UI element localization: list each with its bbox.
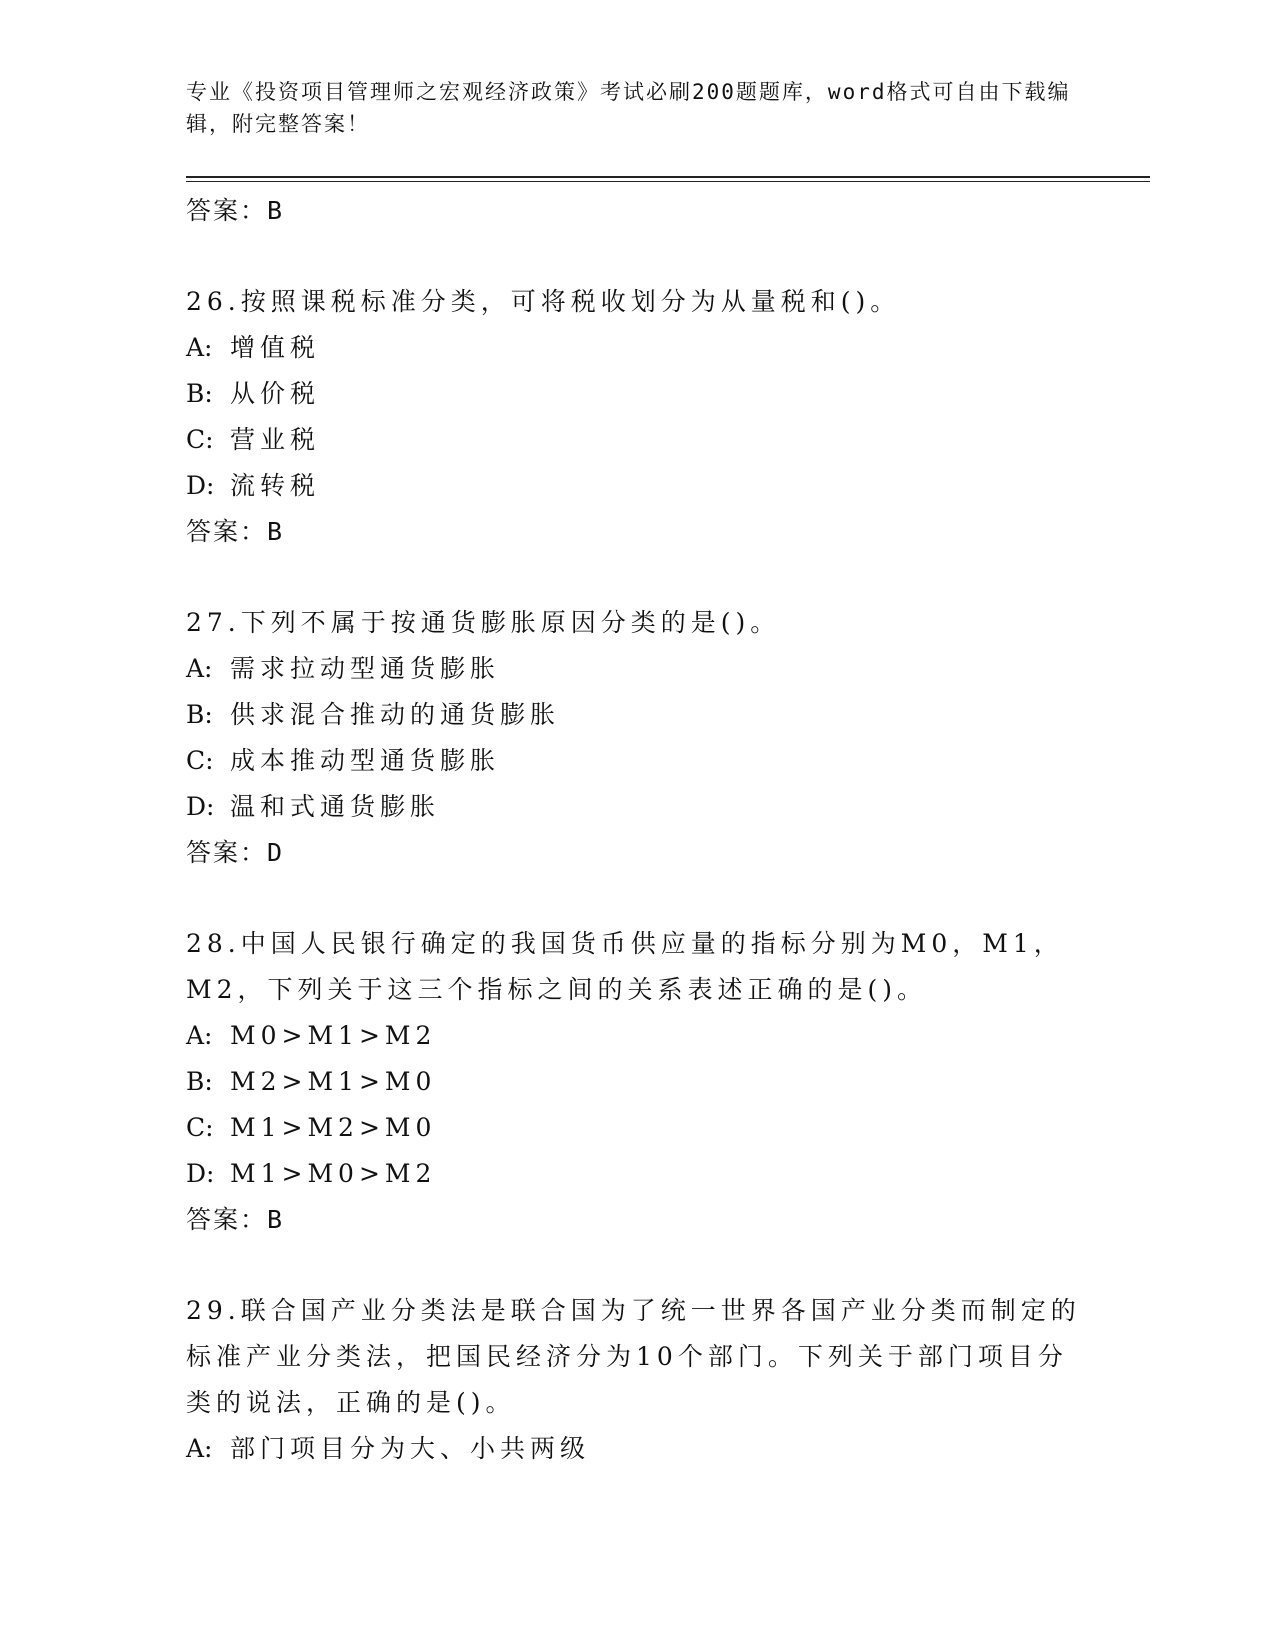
- answer-line: 答案：B: [186, 517, 285, 546]
- question-29: [186, 1288, 1086, 1472]
- option-letter: B:: [186, 700, 213, 729]
- option-text: M2>M1>M0: [230, 1067, 437, 1096]
- question-list: [186, 188, 1086, 1472]
- option-b: [186, 692, 1086, 738]
- option-a: [186, 1426, 1086, 1472]
- option-text: 增值税: [230, 333, 321, 362]
- option-letter: B:: [186, 379, 213, 408]
- option-letter: A:: [186, 1434, 213, 1463]
- option-letter: C:: [186, 425, 214, 454]
- option-text: 需求拉动型通货膨胀: [230, 654, 501, 683]
- header-text: 专业《投资项目管理师之宏观经济政策》考试必刷200题题库，word格式可自由下载编辑，附完整答案！: [186, 80, 1071, 136]
- option-b: [186, 371, 1086, 417]
- question-stem: 28.中国人民银行确定的我国货币供应量的指标分别为M0，M1，M2，下列关于这三个指标之间的关系表述正确的是()。: [186, 929, 1064, 1004]
- option-d: [186, 784, 1086, 830]
- option-letter: D:: [186, 792, 215, 821]
- question-stem: 26.按照课税标准分类，可将税收划分为从量税和()。: [186, 287, 901, 316]
- option-letter: A:: [186, 654, 213, 683]
- answer-line: 答案：D: [186, 838, 285, 867]
- option-letter: B:: [186, 1067, 213, 1096]
- option-d: [186, 1151, 1086, 1197]
- option-a: [186, 1013, 1086, 1059]
- option-d: [186, 463, 1086, 509]
- option-c: [186, 417, 1086, 463]
- option-text: 从价税: [230, 379, 321, 408]
- question-stem: 29.联合国产业分类法是联合国为了统一世界各国产业分类而制定的标准产业分类法，把国民经济分为10个部门。下列关于部门项目分类的说法，正确的是()。: [186, 1296, 1081, 1417]
- answer-line: 答案：B: [186, 196, 285, 225]
- option-letter: C:: [186, 746, 214, 775]
- option-text: 流转税: [230, 471, 321, 500]
- option-b: [186, 1059, 1086, 1105]
- option-text: M1>M2>M0: [230, 1113, 437, 1142]
- option-text: M1>M0>M2: [230, 1159, 437, 1188]
- option-text: 供求混合推动的通货膨胀: [230, 700, 561, 729]
- option-letter: A:: [186, 1021, 213, 1050]
- document-header: [186, 76, 1086, 140]
- option-c: [186, 738, 1086, 784]
- option-letter: A:: [186, 333, 213, 362]
- option-text: 成本推动型通货膨胀: [230, 746, 501, 775]
- option-letter: C:: [186, 1113, 214, 1142]
- option-text: 部门项目分为大、小共两级: [230, 1434, 591, 1463]
- question-27: [186, 600, 1086, 876]
- option-c: [186, 1105, 1086, 1151]
- header-divider-thin: [186, 181, 1150, 182]
- question-26: [186, 279, 1086, 555]
- option-text: M0>M1>M2: [230, 1021, 437, 1050]
- header-divider-thick: [186, 176, 1150, 178]
- option-letter: D:: [186, 471, 215, 500]
- option-a: [186, 325, 1086, 371]
- answer-line: 答案：B: [186, 1205, 285, 1234]
- option-text: 温和式通货膨胀: [230, 792, 441, 821]
- question-28: [186, 921, 1086, 1243]
- option-text: 营业税: [230, 425, 321, 454]
- question-stem: 27.下列不属于按通货膨胀原因分类的是()。: [186, 608, 781, 637]
- option-a: [186, 646, 1086, 692]
- option-letter: D:: [186, 1159, 215, 1188]
